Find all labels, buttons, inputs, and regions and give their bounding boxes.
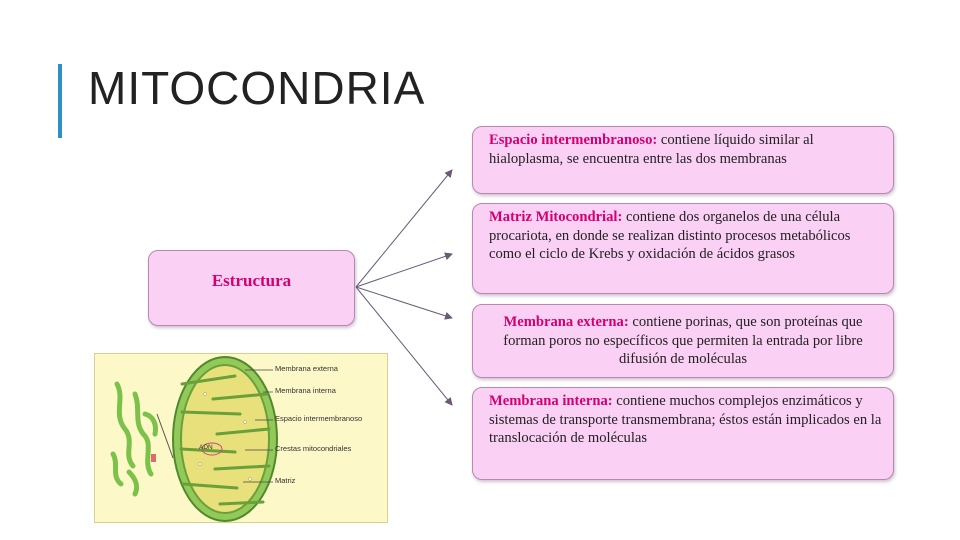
definition-box-membrana-externa: [472, 304, 894, 378]
definition-text: [473, 305, 893, 369]
definition-text: [473, 388, 893, 448]
mitochondria-illustration: [94, 353, 388, 523]
definition-body: contiene muchos complejos enzimáticos y sistemas de transporte transmembrana; éstos están implicados en la translocación de moléculas: [489, 393, 882, 446]
definition-term: Membrana interna:: [489, 393, 613, 409]
definition-term: Matriz Mitocondrial:: [489, 209, 623, 225]
mitochondrial-network-icon: [113, 384, 156, 494]
arrow-to-matriz: [356, 254, 452, 287]
arrow-to-membrana-externa: [356, 287, 452, 318]
label-matriz: Matriz: [275, 476, 296, 485]
definition-term: Membrana externa:: [503, 314, 629, 330]
definition-body: contiene líquido similar al hialoplasma, se encuentra entre las dos membranas: [489, 132, 814, 167]
definition-box-membrana-interna: [472, 387, 894, 480]
definition-body: contiene dos organelos de una célula procariota, en donde se realizan distinto procesos metabólicos como el ciclo de Krebs y oxidación de ácidos grasos: [489, 209, 851, 262]
root-label: Estructura: [211, 271, 292, 290]
definition-text: [473, 127, 893, 168]
definition-box-matriz: [472, 203, 894, 294]
label-espacio-intermembranoso: Espacio intermembranoso: [275, 414, 363, 423]
definition-box-espacio: [472, 126, 894, 194]
label-membrana-interna: Membrana interna: [275, 386, 336, 395]
root-box: [148, 250, 355, 326]
definition-term: Espacio intermembranoso:: [489, 132, 658, 148]
slide-title: MITOCONDRIA: [88, 62, 426, 114]
definition-text: [473, 204, 893, 264]
definition-body: contiene porinas, que son proteínas que forman poros no específicos que permiten la entrada por libre difusión de moléculas: [503, 314, 863, 367]
label-crestas: Crestas mitocondriales: [275, 444, 352, 453]
label-adn: ADN: [199, 444, 213, 451]
mitochondrion-icon: [173, 357, 277, 521]
arrow-to-espacio: [356, 170, 452, 287]
label-membrana-externa: Membrana externa: [275, 364, 338, 373]
